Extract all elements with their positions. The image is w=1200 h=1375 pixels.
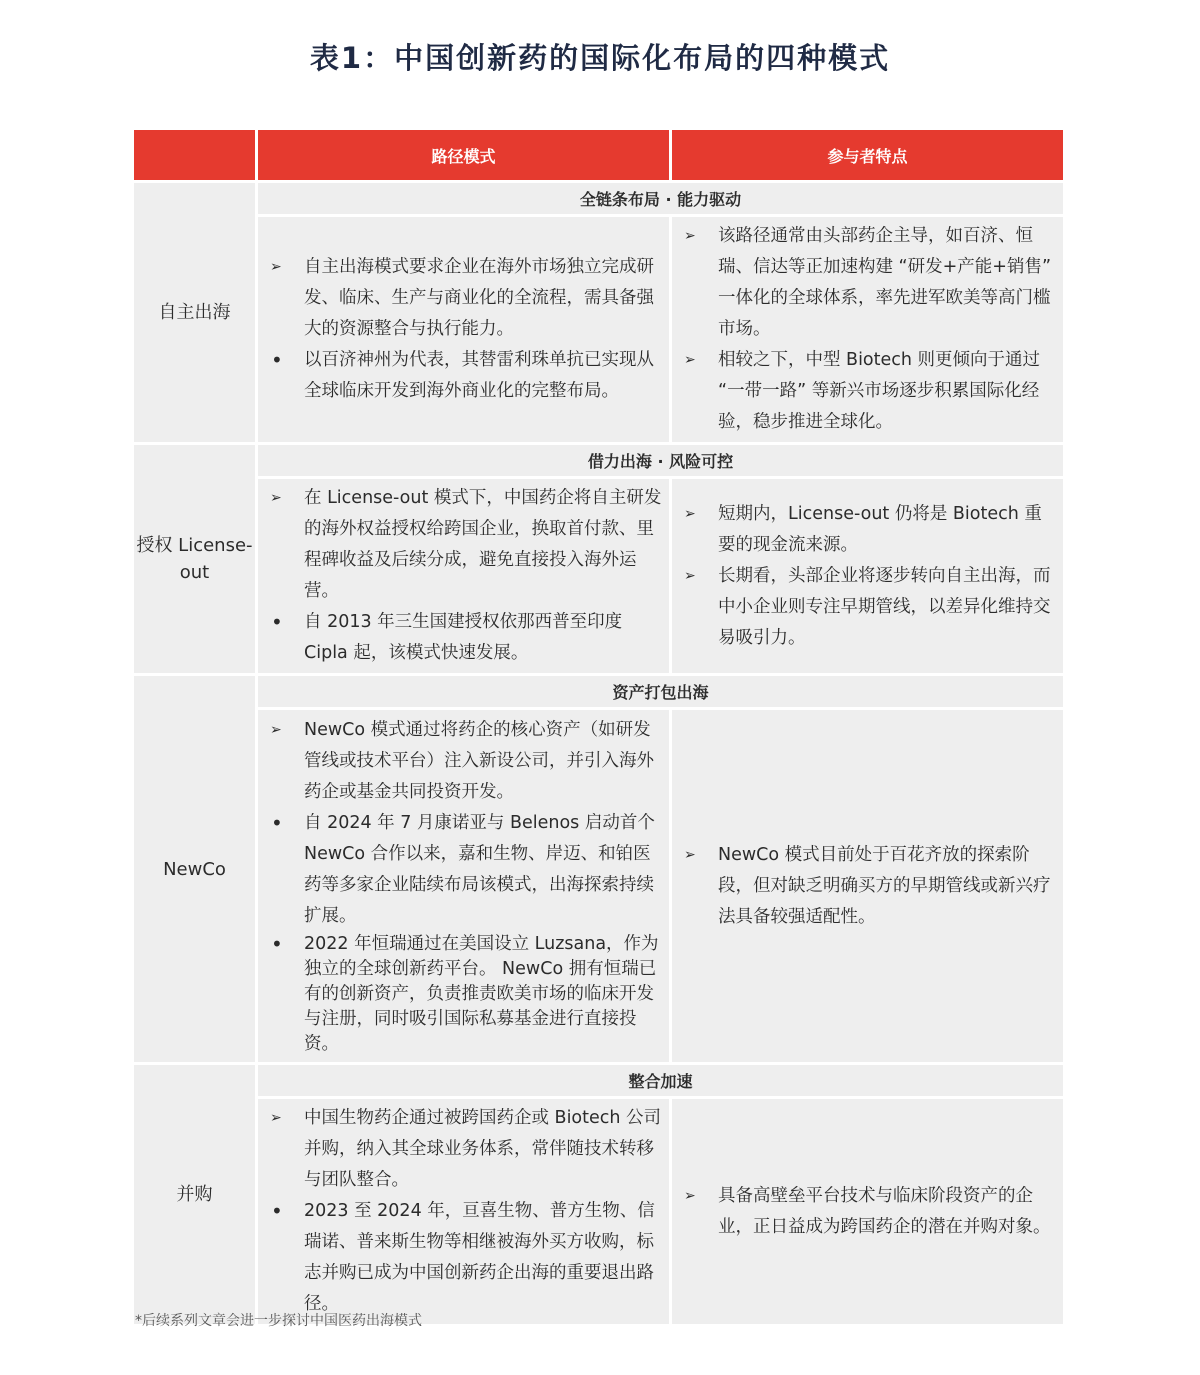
path-cell (258, 217, 669, 442)
footnote: *后续系列文章会进一步探讨中国医药出海模式 (135, 1313, 422, 1329)
page-title: 表1：中国创新药的国际化布局的四种模式 (309, 41, 891, 75)
model-subtitle: 资产打包出海 (258, 676, 1063, 707)
participant-cell (672, 479, 1063, 673)
list-item: ➢ 长期看，头部企业将逐步转向自主出海，而中小企业则专注早期管线，以差异化维持交易吸引力。 (680, 561, 1057, 654)
arrow-bullet-icon: ➢ (684, 846, 696, 863)
arrow-bullet-icon: ➢ (270, 490, 282, 506)
models-table (131, 127, 1066, 1327)
model-subtitle-row (134, 445, 1063, 476)
arrow-bullet-icon: ➢ (270, 722, 282, 738)
list-item: ➢ NewCo 模式通过将药企的核心资产（如研发管线或技术平台）注入新设公司，并引入海外药企或基金共同投资开发。 (266, 715, 663, 808)
list-item: ➢ NewCo 模式目前处于百花齐放的探索阶段，但对缺乏明确买方的早期管线或新兴疗法具备较强适配性。 (680, 840, 1057, 933)
participant-cell (672, 710, 1063, 1062)
model-label: NewCo (134, 676, 255, 1062)
model-content-row (134, 710, 1063, 1062)
model-content-row (134, 217, 1063, 442)
header-participant-features: 参与者特点 (672, 130, 1063, 180)
list-item: ➢ 在 License-out 模式下，中国药企将自主研发的海外权益授权给跨国企业，换取首付款、里程碑收益及后续分成，避免直接投入海外运营。 (266, 483, 663, 607)
model-subtitle-row (134, 676, 1063, 707)
arrow-bullet-icon: ➢ (684, 1187, 696, 1204)
path-cell (258, 479, 669, 673)
model-label: 并购 (134, 1065, 255, 1324)
header-corner-cell (134, 130, 255, 180)
dot-bullet-icon: • (271, 348, 283, 372)
dot-bullet-icon: • (271, 932, 283, 956)
list-item: • 以百济神州为代表，其替雷利珠单抗已实现从全球临床开发到海外商业化的完整布局。 (266, 345, 663, 407)
list-item: ➢ 该路径通常由头部药企主导，如百济、恒瑞、信达等正加速构建 “研发+产能+销售” 一体化的全球体系，率先进军欧美等高门槛市场。 (680, 221, 1057, 345)
participant-cell (672, 217, 1063, 442)
list-item: • 自 2013 年三生国建授权依那西普至印度 Cipla 起，该模式快速发展。 (266, 607, 663, 669)
model-subtitle: 整合加速 (258, 1065, 1063, 1096)
dot-bullet-icon: • (271, 1199, 283, 1223)
list-item: ➢ 短期内，License-out 仍将是 Biotech 重要的现金流来源。 (680, 499, 1057, 561)
model-subtitle: 借力出海 · 风险可控 (258, 445, 1063, 476)
arrow-bullet-icon: ➢ (270, 1110, 282, 1126)
header-path-model: 路径模式 (258, 130, 669, 180)
path-cell (258, 710, 669, 1062)
list-item: ➢ 具备高壁垒平台技术与临床阶段资产的企业，正日益成为跨国药企的潜在并购对象。 (680, 1181, 1057, 1243)
arrow-bullet-icon: ➢ (270, 259, 282, 275)
list-item: • 2023 至 2024 年，亘喜生物、普方生物、信瑞诺、普来斯生物等相继被海外买方收购，标志并购已成为中国创新药企出海的重要退出路径。 (266, 1196, 663, 1320)
model-label: 自主出海 (134, 183, 255, 442)
list-item: • 2022 年恒瑞通过在美国设立 Luzsana，作为独立的全球创新药平台。 NewCo 拥有恒瑞已有的创新资产，负责推责欧美市场的临床开发与注册，同时吸引国际私募基金进行直接投资。 (271, 932, 659, 1054)
model-subtitle-row (134, 1065, 1063, 1096)
model-content-row (134, 479, 1063, 673)
arrow-bullet-icon: ➢ (684, 228, 696, 244)
arrow-bullet-icon: ➢ (684, 505, 696, 522)
dot-bullet-icon: • (271, 610, 283, 634)
model-label: 授权 License-out (134, 445, 255, 673)
model-content-row (134, 1099, 1063, 1324)
arrow-bullet-icon: ➢ (684, 567, 696, 584)
model-subtitle: 全链条布局 · 能力驱动 (258, 183, 1063, 214)
participant-cell (672, 1099, 1063, 1324)
list-item: ➢ 自主出海模式要求企业在海外市场独立完成研发、临床、生产与商业化的全流程，需具备强大的资源整合与执行能力。 (266, 252, 663, 345)
model-subtitle-row (134, 183, 1063, 214)
table-header-row (134, 130, 1063, 180)
list-item: • 自 2024 年 7 月康诺亚与 Belenos 启动首个 NewCo 合作以来，嘉和生物、岸迈、和铂医药等多家企业陆续布局该模式，出海探索持续扩展。 (266, 808, 663, 932)
list-item: ➢ 相较之下，中型 Biotech 则更倾向于通过 “一带一路” 等新兴市场逐步积累国际化经验，稳步推进全球化。 (680, 345, 1057, 438)
dot-bullet-icon: • (271, 811, 283, 835)
path-cell (258, 1099, 669, 1324)
arrow-bullet-icon: ➢ (684, 352, 696, 368)
list-item: ➢ 中国生物药企通过被跨国药企或 Biotech 公司并购，纳入其全球业务体系，常伴随技术转移与团队整合。 (266, 1103, 663, 1196)
